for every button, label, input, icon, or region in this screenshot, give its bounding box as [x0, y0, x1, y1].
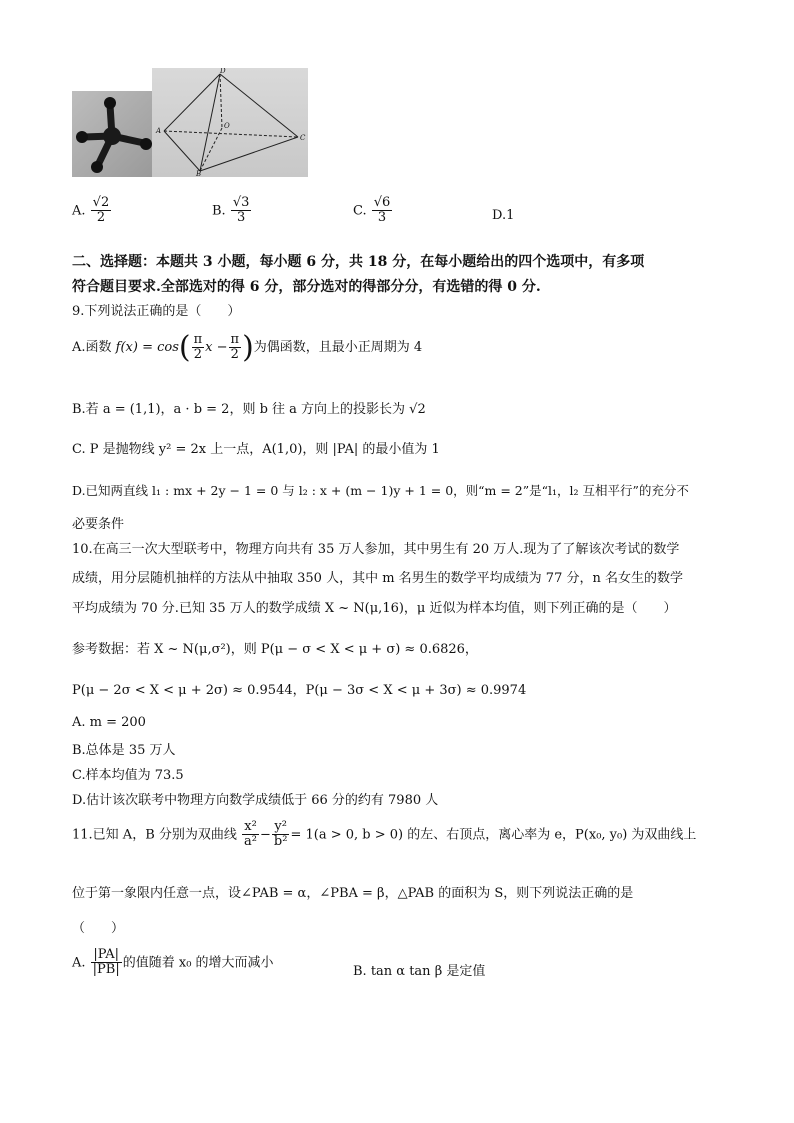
label-d: D	[220, 68, 226, 75]
q10-option-a: A. m = 200	[72, 715, 146, 730]
label-a: A	[156, 127, 162, 135]
q9-option-d-line2: 必要条件	[72, 517, 125, 532]
q8-option-a: A. $\frac{√2}{2}$	[72, 195, 110, 226]
label-b: B	[196, 170, 202, 177]
section2-line1: 二、选择题：本题共 3 小题，每小题 6 分，共 18 分，在每小题给出的四个选项中，有多项	[72, 254, 645, 270]
q8-option-b: B. $\frac{√3}{3}$	[212, 195, 250, 226]
label-c: C	[300, 134, 306, 142]
q11-option-b: B. tan α tan β 是定值	[353, 964, 486, 979]
q9-option-c: C. P 是抛物线 y² = 2x 上一点，A(1,0)，则 |PA| 的最小值为 1	[72, 442, 440, 457]
q9-option-b: B.若 a = (1,1)，a · b = 2，则 b 往 a 方向上的投影长为 √2	[72, 402, 426, 417]
q9-option-a: A.函数 f(x) = cos( $\frac{\pi}{2}$ x − $\frac{\pi}{2}$ )为偶函数，且最小正周期为 4	[72, 330, 423, 365]
q11-line3: （ ）	[72, 921, 125, 936]
q10-line1: 10.在高三一次大型联考中，物理方向共有 35 万人参加，其中男生有 20 万人.现为了了解该次考试的数学	[72, 542, 680, 557]
q8-option-d: D.1	[492, 208, 515, 223]
q10-option-c: C.样本均值为 73.5	[72, 768, 184, 783]
section2-line2: 符合题目要求.全部选对的得 6 分，部分选对的得部分分，有选错的得 0 分.	[72, 279, 541, 295]
q9-stem: 9.下列说法正确的是（ ）	[72, 304, 241, 319]
q11-line1: 11.已知 A，B 分别为双曲线 $\frac{\text{x²}}{\text{a²}}$ − $\frac{\text{y²}}{\text{b²}}$ = 1(a > 0, b > 0) 的左、右顶点，离心率为 e，P(x₀, y₀) 为双曲线上	[72, 819, 697, 850]
tetrahedral-molecule-photo	[72, 91, 152, 177]
q11-option-a: A. $\frac{|PA|}{|PB|}$ 的值随着 x₀ 的增大而减小	[72, 947, 274, 978]
tetrahedron-diagram	[152, 68, 308, 177]
q8-option-c: C. $\frac{√6}{3}$	[353, 195, 391, 226]
molecule-model-icon	[72, 91, 152, 177]
label-o: O	[224, 122, 230, 130]
q10-line2: 成绩，用分层随机抽样的方法从中抽取 350 人，其中 m 名男生的数学平均成绩为 77 分，n 名女生的数学	[72, 571, 683, 586]
q10-line3: 平均成绩为 70 分.已知 35 万人的数学成绩 X ~ N(μ,16)，μ 近似为样本均值，则下列正确的是（ ）	[72, 601, 677, 616]
q10-option-d: D.估计该次联考中物理方向数学成绩低于 66 分的约有 7980 人	[72, 793, 439, 808]
q11-line2: 位于第一象限内任意一点，设∠PAB = α，∠PBA = β，△PAB 的面积为 S，则下列说法正确的是	[72, 886, 634, 901]
q9-option-d-line1: D.已知两直线 l₁ : mx + 2y − 1 = 0 与 l₂ : x + (m − 1)y + 1 = 0，则“m = 2”是“l₁，l₂ 互相平行”的充分不	[72, 483, 689, 498]
q10-option-b: B.总体是 35 万人	[72, 743, 176, 758]
q10-ref1: 参考数据：若 X ~ N(μ,σ²)，则 P(μ − σ < X < μ + σ) ≈ 0.6826，	[72, 642, 478, 657]
q10-ref2: P(μ − 2σ < X < μ + 2σ) ≈ 0.9544，P(μ − 3σ < X < μ + 3σ) ≈ 0.9974	[72, 683, 527, 698]
